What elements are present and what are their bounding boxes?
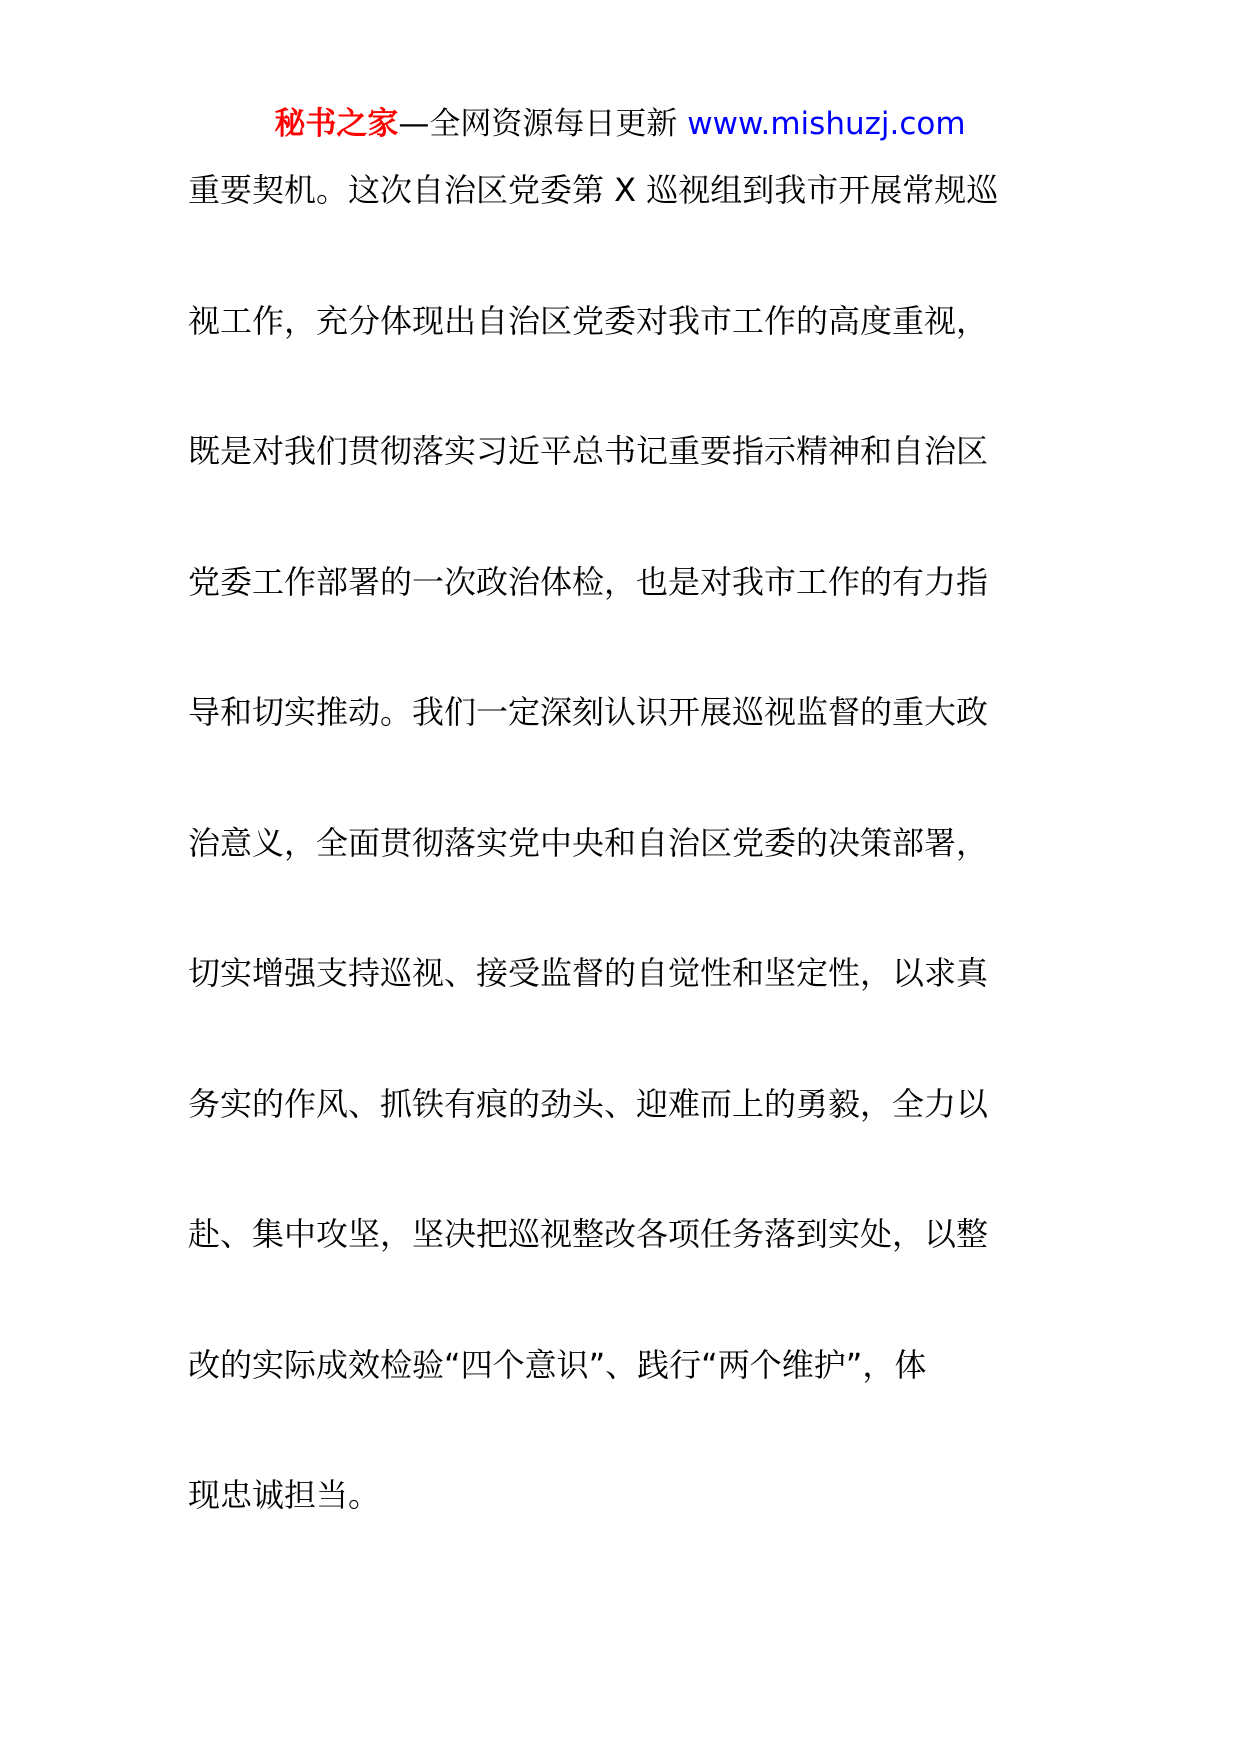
page-header (0, 98, 1240, 150)
body-line: 党委工作部署的一次政治体检，也是对我市工作的有力指 (188, 562, 989, 601)
header-brand: 秘书之家 (274, 106, 399, 142)
header-tagline: —全网资源每日更新 (398, 106, 688, 142)
body-line: 改的实际成效检验“四个意识”、践行“两个维护”，体 (188, 1345, 927, 1384)
header-url-link[interactable]: www.mishuzj.com (687, 106, 966, 142)
body-line: 既是对我们贯彻落实习近平总书记重要指示精神和自治区 (188, 432, 989, 470)
body-line: 现忠诚担当。 (188, 1476, 381, 1514)
body-line: 重要契机。这次自治区党委第 X 巡视组到我市开展常规巡 (188, 171, 999, 209)
body-line: 切实增强支持巡视、接受监督的自觉性和坚定性，以求真 (188, 954, 989, 992)
body-line: 导和切实推动。我们一定深刻认识开展巡视监督的重大政 (188, 693, 989, 731)
body-line: 视工作，充分体现出自治区党委对我市工作的高度重视， (188, 301, 989, 340)
document-body (188, 164, 1058, 1600)
body-line: 治意义，全面贯彻落实党中央和自治区党委的决策部署， (188, 823, 989, 862)
body-line: 务实的作风、抓铁有痕的劲头、迎难而上的勇毅，全力以 (188, 1084, 989, 1123)
body-line: 赴、集中攻坚，坚决把巡视整改各项任务落到实处，以整 (188, 1215, 989, 1253)
